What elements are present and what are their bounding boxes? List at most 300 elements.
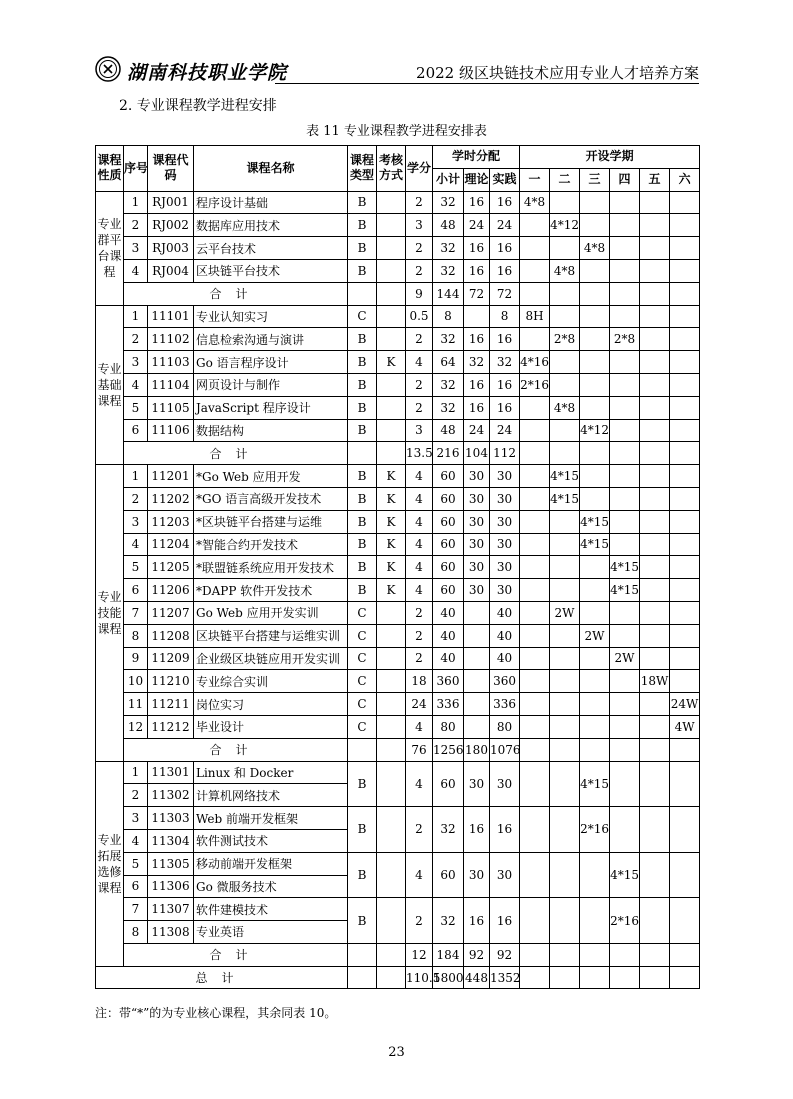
term-cell (580, 305, 610, 328)
credit-cell: 2 (406, 259, 433, 282)
course-category: 专业基础课程 (96, 305, 124, 465)
term-cell (520, 601, 550, 624)
exam-method-cell (377, 807, 406, 853)
term-cell: 4*15 (580, 510, 610, 533)
hours-theory-cell: 104 (464, 442, 490, 465)
credit-cell: 2 (406, 807, 433, 853)
hours-total-cell: 40 (433, 601, 464, 624)
term-cell (580, 579, 610, 602)
term-cell (640, 396, 670, 419)
credit-cell: 4 (406, 761, 433, 807)
hours-theory-cell: 30 (464, 761, 490, 807)
hours-total-cell: 60 (433, 852, 464, 898)
hours-total-cell: 8 (433, 305, 464, 328)
seq-cell: 1 (124, 305, 148, 328)
hours-total-cell: 144 (433, 282, 464, 305)
hours-theory-cell: 30 (464, 579, 490, 602)
course-category: 专业拓展选修课程 (96, 761, 124, 966)
seq-cell: 6 (124, 419, 148, 442)
term-cell (640, 442, 670, 465)
course-name-cell: 专业认知实习 (194, 305, 348, 328)
seq-cell: 3 (124, 351, 148, 374)
exam-method-cell: K (377, 465, 406, 488)
course-name-cell: *DAPP 软件开发技术 (194, 579, 348, 602)
course-type-cell: B (348, 556, 377, 579)
course-row (96, 579, 700, 602)
term-cell (520, 465, 550, 488)
course-code-cell: RJ001 (148, 191, 194, 214)
seq-cell: 6 (124, 579, 148, 602)
exam-method-cell (377, 214, 406, 237)
term-cell (640, 237, 670, 260)
hours-theory-cell: 16 (464, 807, 490, 853)
course-code-cell: 11104 (148, 373, 194, 396)
course-row (96, 556, 700, 579)
term-cell (610, 693, 640, 716)
credit-cell: 3 (406, 214, 433, 237)
course-row (96, 305, 700, 328)
hours-theory-cell (464, 670, 490, 693)
credit-cell: 2 (406, 328, 433, 351)
course-row (96, 237, 700, 260)
course-type-cell: C (348, 693, 377, 716)
course-type-cell: C (348, 305, 377, 328)
term-cell: 4*15 (550, 465, 580, 488)
term-cell (640, 191, 670, 214)
term-cell (670, 510, 700, 533)
subtotal-row (96, 943, 700, 966)
hours-theory-cell: 16 (464, 396, 490, 419)
seq-cell: 1 (124, 761, 148, 784)
hours-practice-cell: 360 (490, 670, 520, 693)
hours-total-cell: 1800 (433, 966, 464, 989)
subtotal-row (96, 442, 700, 465)
term-cell (610, 624, 640, 647)
hours-theory-cell: 180 (464, 738, 490, 761)
term-cell: 18W (640, 670, 670, 693)
term-cell (670, 442, 700, 465)
course-name-cell: *智能合约开发技术 (194, 533, 348, 556)
hours-practice-cell: 30 (490, 487, 520, 510)
term-cell (550, 442, 580, 465)
term-cell (670, 943, 700, 966)
hours-practice-cell: 30 (490, 761, 520, 807)
table-note: 注：带“*”的为专业核心课程，其余同表 10。 (95, 1006, 337, 1020)
course-type-cell: B (348, 214, 377, 237)
course-type-cell: B (348, 465, 377, 488)
hours-theory-cell: 16 (464, 259, 490, 282)
seq-cell: 2 (124, 784, 148, 807)
course-type-cell: B (348, 396, 377, 419)
hours-total-cell: 80 (433, 715, 464, 738)
seq-cell: 5 (124, 396, 148, 419)
section-heading: 2. 专业课程教学进程安排 (119, 98, 277, 114)
course-type-cell: B (348, 419, 377, 442)
hours-total-cell: 32 (433, 191, 464, 214)
hours-practice-cell: 30 (490, 533, 520, 556)
hours-total-cell: 32 (433, 807, 464, 853)
hours-theory-cell: 30 (464, 852, 490, 898)
hours-total-cell: 32 (433, 396, 464, 419)
course-code-cell: 11205 (148, 556, 194, 579)
term-cell: 2W (580, 624, 610, 647)
exam-method-cell (377, 898, 406, 944)
hours-total-cell: 60 (433, 761, 464, 807)
course-name-cell: *联盟链系统应用开发技术 (194, 556, 348, 579)
header-term-2: 二 (550, 168, 580, 191)
term-cell (640, 966, 670, 989)
hours-practice-cell: 30 (490, 510, 520, 533)
page-number: 23 (388, 1045, 405, 1060)
course-schedule-table (95, 145, 700, 989)
term-cell (520, 214, 550, 237)
term-cell (550, 579, 580, 602)
exam-method-cell (377, 624, 406, 647)
term-cell (640, 738, 670, 761)
hours-theory-cell: 16 (464, 191, 490, 214)
term-cell (550, 943, 580, 966)
hours-total-cell: 60 (433, 510, 464, 533)
course-code-cell: 11206 (148, 579, 194, 602)
term-cell (580, 943, 610, 966)
term-cell: 2*16 (520, 373, 550, 396)
term-cell (580, 214, 610, 237)
seq-cell: 4 (124, 533, 148, 556)
document-title: 2022 级区块链技术应用专业人才培养方案 (416, 64, 699, 82)
hours-practice-cell: 40 (490, 624, 520, 647)
hours-theory-cell: 30 (464, 556, 490, 579)
course-row (96, 647, 700, 670)
hours-total-cell: 32 (433, 237, 464, 260)
term-cell (610, 510, 640, 533)
hours-practice-cell: 30 (490, 556, 520, 579)
course-name-cell: *区块链平台搭建与运维 (194, 510, 348, 533)
seq-cell: 1 (124, 191, 148, 214)
hours-practice-cell: 16 (490, 807, 520, 853)
term-cell (520, 579, 550, 602)
seq-cell: 9 (124, 647, 148, 670)
exam-method-cell (377, 396, 406, 419)
credit-cell: 2 (406, 237, 433, 260)
header-term-3: 三 (580, 168, 610, 191)
hours-practice-cell: 1352 (490, 966, 520, 989)
credit-cell: 2 (406, 601, 433, 624)
term-cell (580, 966, 610, 989)
hours-practice-cell: 92 (490, 943, 520, 966)
course-row (96, 214, 700, 237)
course-type-cell: B (348, 259, 377, 282)
credit-cell: 4 (406, 715, 433, 738)
term-cell (580, 898, 610, 944)
header-term-1: 一 (520, 168, 550, 191)
term-cell (520, 533, 550, 556)
course-row (96, 852, 700, 875)
term-cell (640, 465, 670, 488)
course-code-cell: 11106 (148, 419, 194, 442)
course-name-cell: 专业英语 (194, 921, 348, 944)
course-code-cell: 11210 (148, 670, 194, 693)
seq-cell: 3 (124, 807, 148, 830)
course-code-cell: 11209 (148, 647, 194, 670)
hours-total-cell: 60 (433, 556, 464, 579)
school-seal-icon (95, 56, 121, 82)
term-cell (670, 647, 700, 670)
course-category: 专业技能课程 (96, 465, 124, 761)
term-cell (610, 807, 640, 853)
term-cell (670, 556, 700, 579)
term-cell: 24W (670, 693, 700, 716)
term-cell (670, 579, 700, 602)
term-cell (580, 442, 610, 465)
term-cell (610, 351, 640, 374)
term-cell (610, 396, 640, 419)
term-cell (640, 510, 670, 533)
hours-practice-cell: 30 (490, 852, 520, 898)
term-cell: 2*16 (580, 807, 610, 853)
hours-theory-cell: 30 (464, 465, 490, 488)
credit-cell: 9 (406, 282, 433, 305)
hours-total-cell: 60 (433, 465, 464, 488)
hours-total-cell: 48 (433, 419, 464, 442)
hours-practice-cell: 30 (490, 579, 520, 602)
term-cell (550, 670, 580, 693)
course-type-cell: C (348, 647, 377, 670)
exam-method-cell (377, 442, 406, 465)
term-cell (670, 670, 700, 693)
course-name-cell: 信息检索沟通与演讲 (194, 328, 348, 351)
hours-practice-cell: 30 (490, 465, 520, 488)
credit-cell: 13.5 (406, 442, 433, 465)
credit-cell: 2 (406, 373, 433, 396)
term-cell: 4*15 (550, 487, 580, 510)
header-hours-practice: 实践 (490, 168, 520, 191)
seq-cell: 4 (124, 829, 148, 852)
course-name-cell: Go 微服务技术 (194, 875, 348, 898)
header-terms: 开设学期 (520, 146, 700, 169)
credit-cell: 24 (406, 693, 433, 716)
header-term-5: 五 (640, 168, 670, 191)
term-cell (550, 898, 580, 944)
course-code-cell: 11103 (148, 351, 194, 374)
exam-method-cell (377, 601, 406, 624)
term-cell (670, 533, 700, 556)
header-hours-theory: 理论 (464, 168, 490, 191)
exam-method-cell (377, 259, 406, 282)
exam-method-cell (377, 282, 406, 305)
term-cell: 2W (550, 601, 580, 624)
credit-cell: 4 (406, 351, 433, 374)
term-cell (670, 807, 700, 853)
credit-cell: 18 (406, 670, 433, 693)
term-cell (670, 601, 700, 624)
course-name-cell: *GO 语言高级开发技术 (194, 487, 348, 510)
course-name-cell: 云平台技术 (194, 237, 348, 260)
grand-total-label: 总计 (96, 966, 348, 989)
course-code-cell: 11202 (148, 487, 194, 510)
term-cell (550, 373, 580, 396)
term-cell (670, 259, 700, 282)
hours-theory-cell: 24 (464, 419, 490, 442)
subtotal-label: 合计 (124, 282, 348, 305)
credit-cell: 2 (406, 898, 433, 944)
header-hours-allocation: 学时分配 (433, 146, 520, 169)
exam-method-cell: K (377, 351, 406, 374)
term-cell: 2W (610, 647, 640, 670)
exam-method-cell (377, 738, 406, 761)
course-row (96, 761, 700, 784)
seq-cell: 5 (124, 852, 148, 875)
term-cell (550, 419, 580, 442)
course-code-cell: 11102 (148, 328, 194, 351)
header-term-4: 四 (610, 168, 640, 191)
exam-method-cell (377, 670, 406, 693)
course-name-cell: 数据库应用技术 (194, 214, 348, 237)
course-code-cell: 11204 (148, 533, 194, 556)
exam-method-cell (377, 305, 406, 328)
term-cell (520, 259, 550, 282)
hours-total-cell: 216 (433, 442, 464, 465)
term-cell (610, 738, 640, 761)
hours-total-cell: 60 (433, 487, 464, 510)
credit-cell: 2 (406, 624, 433, 647)
hours-theory-cell: 92 (464, 943, 490, 966)
exam-method-cell (377, 328, 406, 351)
hours-practice-cell: 16 (490, 396, 520, 419)
course-name-cell: Linux 和 Docker (194, 761, 348, 784)
course-row (96, 328, 700, 351)
exam-method-cell (377, 237, 406, 260)
term-cell (550, 305, 580, 328)
course-row (96, 624, 700, 647)
term-cell (640, 556, 670, 579)
term-cell (640, 214, 670, 237)
hours-theory-cell: 448 (464, 966, 490, 989)
course-type-cell (348, 442, 377, 465)
header-course-nature: 课程性质 (96, 146, 124, 192)
seq-cell: 3 (124, 510, 148, 533)
hours-practice-cell: 16 (490, 328, 520, 351)
term-cell (610, 601, 640, 624)
term-cell (550, 510, 580, 533)
credit-cell: 110.5 (406, 966, 433, 989)
credit-cell: 2 (406, 396, 433, 419)
term-cell (670, 396, 700, 419)
course-row (96, 807, 700, 830)
term-cell (520, 898, 550, 944)
term-cell: 4*15 (610, 579, 640, 602)
course-code-cell: RJ004 (148, 259, 194, 282)
course-code-cell: 11208 (148, 624, 194, 647)
term-cell (640, 259, 670, 282)
course-name-cell: 软件测试技术 (194, 829, 348, 852)
course-type-cell: B (348, 487, 377, 510)
term-cell: 4W (670, 715, 700, 738)
term-cell (670, 351, 700, 374)
term-cell (520, 852, 550, 898)
course-type-cell: B (348, 237, 377, 260)
hours-theory-cell: 30 (464, 510, 490, 533)
hours-total-cell: 32 (433, 259, 464, 282)
hours-practice-cell: 24 (490, 214, 520, 237)
term-cell (520, 966, 550, 989)
course-name-cell: Go Web 应用开发实训 (194, 601, 348, 624)
course-code-cell: 11307 (148, 898, 194, 921)
hours-theory-cell: 16 (464, 898, 490, 944)
term-cell (670, 282, 700, 305)
exam-method-cell: K (377, 556, 406, 579)
hours-practice-cell: 24 (490, 419, 520, 442)
hours-total-cell: 48 (433, 214, 464, 237)
course-type-cell: B (348, 373, 377, 396)
seq-cell: 10 (124, 670, 148, 693)
credit-cell: 76 (406, 738, 433, 761)
term-cell (580, 556, 610, 579)
hours-theory-cell (464, 601, 490, 624)
term-cell: 2*8 (610, 328, 640, 351)
seq-cell: 11 (124, 693, 148, 716)
term-cell (610, 943, 640, 966)
term-cell: 4*16 (520, 351, 550, 374)
term-cell (520, 738, 550, 761)
term-cell (580, 670, 610, 693)
header-credit: 学分 (406, 146, 433, 192)
exam-method-cell (377, 693, 406, 716)
hours-theory-cell: 16 (464, 328, 490, 351)
term-cell (520, 442, 550, 465)
term-cell (640, 693, 670, 716)
term-cell (610, 761, 640, 807)
term-cell: 4*8 (580, 237, 610, 260)
exam-method-cell: K (377, 579, 406, 602)
hours-total-cell: 32 (433, 373, 464, 396)
hours-theory-cell: 30 (464, 487, 490, 510)
term-cell (670, 237, 700, 260)
credit-cell: 2 (406, 647, 433, 670)
seq-cell: 1 (124, 465, 148, 488)
term-cell (640, 328, 670, 351)
course-row (96, 715, 700, 738)
credit-cell: 2 (406, 191, 433, 214)
subtotal-label: 合计 (124, 943, 348, 966)
term-cell (640, 647, 670, 670)
hours-theory-cell (464, 305, 490, 328)
term-cell (550, 715, 580, 738)
grand-total-row (96, 966, 700, 989)
term-cell (610, 487, 640, 510)
term-cell (520, 237, 550, 260)
term-cell (520, 715, 550, 738)
course-name-cell: 计算机网络技术 (194, 784, 348, 807)
course-row (96, 465, 700, 488)
course-name-cell: 岗位实习 (194, 693, 348, 716)
hours-total-cell: 336 (433, 693, 464, 716)
term-cell (610, 237, 640, 260)
course-code-cell: 11306 (148, 875, 194, 898)
course-code-cell: 11302 (148, 784, 194, 807)
exam-method-cell (377, 852, 406, 898)
course-name-cell: 专业综合实训 (194, 670, 348, 693)
term-cell (520, 282, 550, 305)
term-cell (550, 556, 580, 579)
seq-cell: 2 (124, 328, 148, 351)
term-cell (550, 852, 580, 898)
header-rule (275, 83, 699, 84)
term-cell (640, 807, 670, 853)
term-cell (520, 556, 550, 579)
term-cell (520, 807, 550, 853)
seq-cell: 7 (124, 601, 148, 624)
course-type-cell: B (348, 852, 377, 898)
